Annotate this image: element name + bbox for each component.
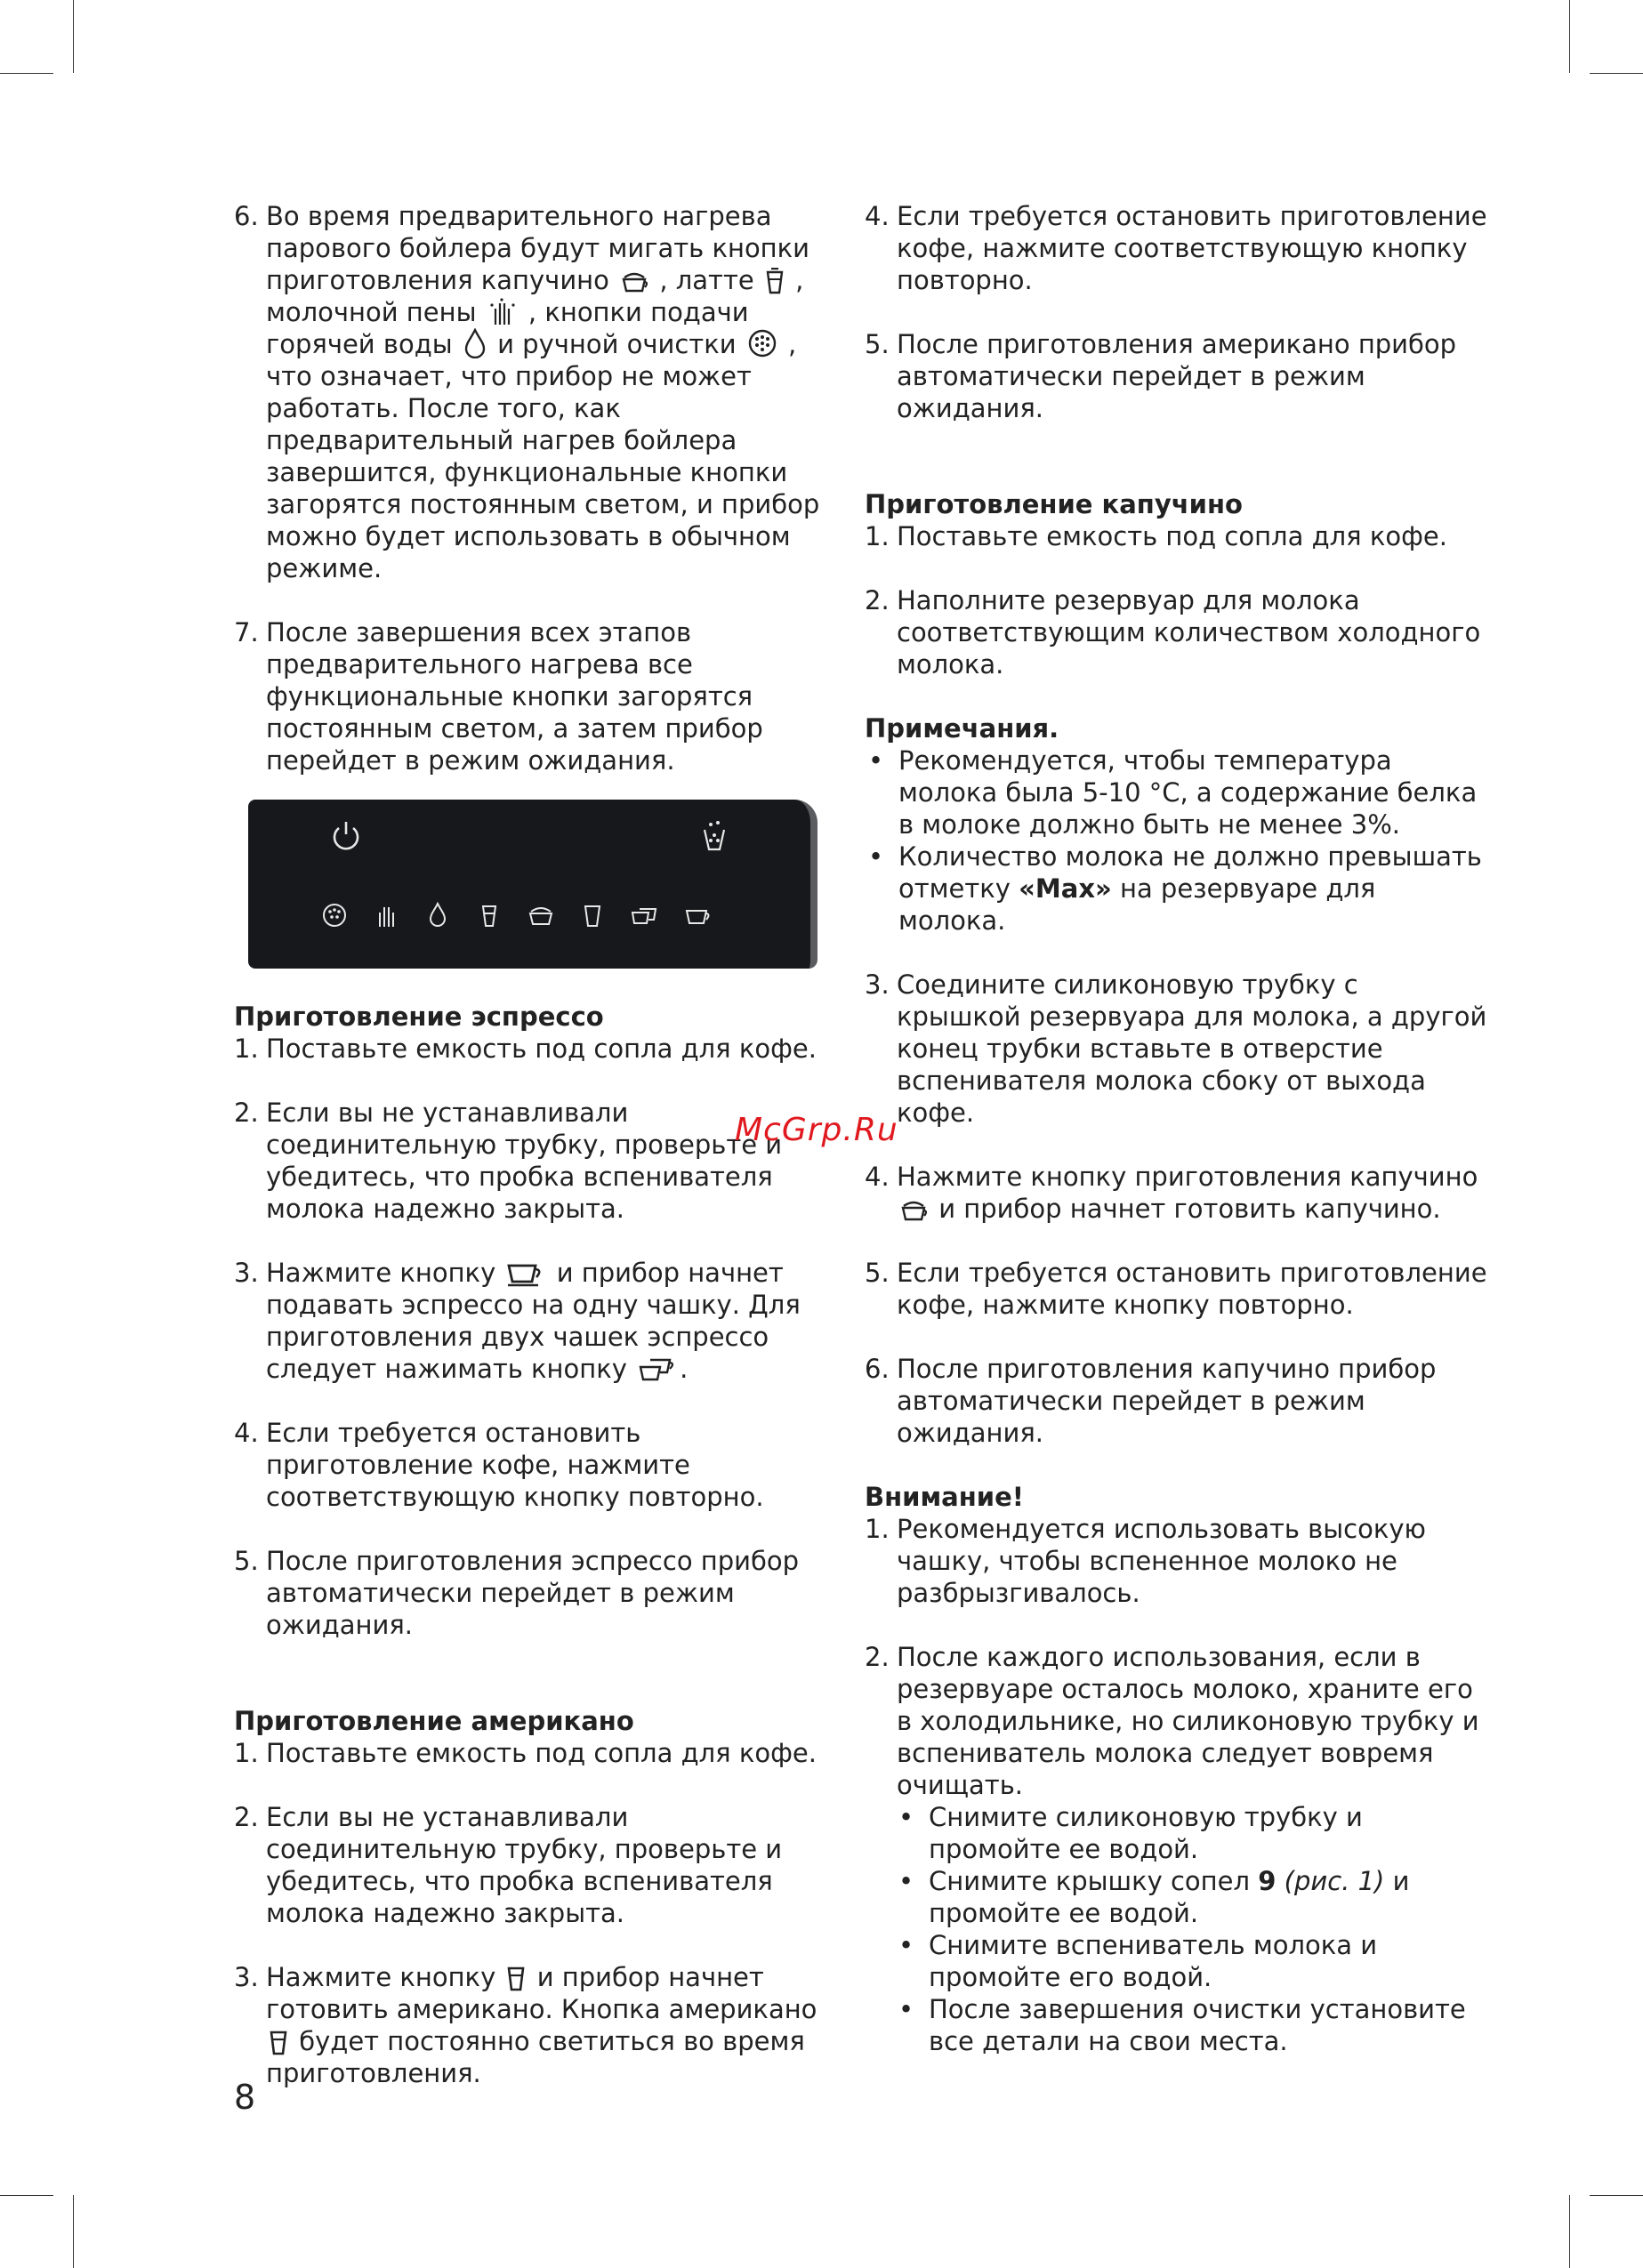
- text-part: и промойте ее водой.: [929, 1866, 1410, 1928]
- text-part: на резервуаре для молока.: [898, 873, 1376, 936]
- item-text: Снимите силиконовую трубку и промойте ее водой.: [929, 1802, 1363, 1864]
- item-number: 4.: [234, 1418, 259, 1448]
- americano-icon: [506, 1965, 526, 1991]
- americano-step-3: [234, 1961, 839, 2089]
- item-text: [266, 200, 839, 584]
- latte-icon: [476, 902, 503, 936]
- section-title-americano: Приготовление американо: [234, 1706, 634, 1736]
- cleaning-bullet: [895, 1865, 1487, 1929]
- figure-reference: (рис. 1): [1284, 1866, 1385, 1896]
- page-number: 8: [234, 2078, 256, 2117]
- item-text: Соедините силиконовую трубку с крышкой резервуара для молока, а другой конец трубки вставьте в отверстие вспенивателя молока сбоку от выхода кофе.: [897, 969, 1487, 1128]
- americano-step-1: [234, 1737, 839, 1769]
- text-part: Количество молока не должно превышать отметку: [898, 841, 1482, 904]
- milk-foam-icon: [487, 298, 518, 326]
- manual-clean-icon: [700, 819, 729, 858]
- cappuccino-step-2: [865, 584, 1487, 680]
- note-bullet: [865, 744, 1487, 840]
- item-text: Рекомендуется, чтобы температура молока была 5-10 °С, а содержание белка в молоке должно быть не менее 3%.: [898, 745, 1478, 840]
- item-number: 5.: [865, 1258, 890, 1288]
- americano-icon: [269, 2029, 288, 2055]
- item-number: 7.: [234, 617, 259, 647]
- crop-mark: [1569, 2195, 1570, 2268]
- bullet: •: [898, 1930, 914, 1960]
- item-number: 1.: [234, 1033, 259, 1064]
- item-number: 6.: [865, 1354, 890, 1384]
- item-number: 4.: [865, 1162, 890, 1192]
- item-text: После завершения всех этапов предварительного нагрева все функциональные кнопки загорятся постоянным светом, а затем прибор перейдет в режим ожидания.: [266, 617, 763, 776]
- text-part: будет постоянно светиться во время приготовления.: [266, 2026, 805, 2088]
- espresso-step-5: [234, 1545, 839, 1641]
- cappuccino-step-4: [865, 1161, 1487, 1225]
- manual-clean-icon: [747, 328, 777, 358]
- americano-step-4: [865, 200, 1487, 296]
- item-number: 5.: [865, 329, 890, 359]
- crop-mark: [73, 0, 74, 73]
- item-text: [898, 840, 1487, 937]
- hot-water-icon: [463, 328, 487, 358]
- item-text: После приготовления капучино прибор автоматически перейдет в режим ожидания.: [897, 1354, 1437, 1448]
- text-part: и прибор начнет готовить капучино.: [938, 1194, 1441, 1224]
- espresso-step-4: [234, 1417, 839, 1513]
- control-panel-image: [248, 800, 817, 969]
- item-text: Если требуется остановить приготовление кофе, нажмите соответствующую кнопку повторно.: [897, 201, 1487, 295]
- item-text: После приготовления американо прибор автоматически перейдет в режим ожидания.: [897, 329, 1457, 423]
- item-text: [266, 1961, 839, 2089]
- max-mark: «Max»: [1019, 873, 1112, 904]
- cappuccino-step-6: [865, 1353, 1487, 1449]
- text-part: Нажмите кнопку: [266, 1962, 496, 1992]
- power-icon: [330, 819, 362, 860]
- item-text: Поставьте емкость под сопла для кофе.: [897, 521, 1447, 551]
- text-part: , молочной пены: [266, 265, 804, 327]
- item-text: Снимите вспениватель молока и промойте его водой.: [929, 1930, 1378, 1992]
- bullet: •: [868, 745, 884, 776]
- item-number: 2.: [234, 1802, 259, 1832]
- text-part: Во время предварительного нагрева парового бойлера будут мигать кнопки приготовления капучино: [266, 201, 810, 295]
- item-text: Если требуется остановить приготовление кофе, нажмите кнопку повторно.: [897, 1258, 1487, 1320]
- espresso-step-3: [234, 1257, 839, 1385]
- warning-step-1: [865, 1513, 1487, 1609]
- bullet: •: [898, 1994, 914, 2024]
- section-title-cappuccino: Приготовление капучино: [865, 489, 1243, 519]
- crop-mark: [0, 73, 53, 74]
- latte-icon: [765, 268, 785, 294]
- text-part: и прибор начнет готовить американо. Кнопка американо: [266, 1962, 817, 2024]
- item-text: После завершения очистки установите все детали на свои места.: [929, 1994, 1466, 2056]
- text-part: Снимите крышку сопел: [929, 1866, 1251, 1896]
- preheat-step-6: [234, 200, 839, 584]
- preheat-step-7: [234, 616, 839, 776]
- item-text: [929, 1865, 1487, 1929]
- cappuccino-icon: [899, 1198, 928, 1223]
- item-text: Поставьте емкость под сопла для кофе.: [266, 1738, 817, 1768]
- item-number: 1.: [865, 521, 890, 551]
- right-column: [865, 200, 1487, 2057]
- item-number: 3.: [234, 1258, 259, 1288]
- item-text: Рекомендуется использовать высокую чашку, чтобы вспененное молоко не разбрызгивалось.: [897, 1514, 1426, 1608]
- text-part: , что означает, что прибор не может работать. После того, как предварительный нагрев бойлера завершится, функциональные кнопки загорятся постоянным светом, и прибор можно будет использовать в обычном режиме.: [266, 329, 820, 583]
- item-number: 6.: [234, 201, 259, 231]
- espresso-icon: [684, 902, 713, 936]
- warning-step-2: [865, 1641, 1487, 1801]
- item-number: 2.: [865, 1642, 890, 1672]
- item-text: Если вы не устанавливали соединительную трубку, проверьте и убедитесь, что пробка вспенивателя молока надежно закрыта.: [266, 1802, 783, 1928]
- notes-title: Примечания.: [865, 713, 1059, 744]
- item-number: 3.: [234, 1962, 259, 1992]
- text-part: Нажмите кнопку: [266, 1258, 496, 1288]
- item-number: 4.: [865, 201, 890, 231]
- text-part: и прибор начнет подавать эспрессо на одну чашку. Для приготовления двух чашек эспрессо следует нажимать кнопку: [266, 1258, 801, 1384]
- americano-step-2: [234, 1801, 839, 1929]
- section-title-espresso: Приготовление эспрессо: [234, 1001, 604, 1032]
- text-part: и ручной очистки: [497, 329, 737, 359]
- crop-mark: [1590, 2195, 1643, 2196]
- cleaning-bullet: [895, 1801, 1487, 1865]
- crop-mark: [1590, 73, 1643, 74]
- double-espresso-icon: [631, 902, 659, 936]
- text-part: Нажмите кнопку приготовления капучино: [897, 1162, 1478, 1192]
- item-number: 2.: [234, 1098, 259, 1128]
- panel-button-row: [321, 902, 713, 936]
- cappuccino-step-5: [865, 1257, 1487, 1321]
- crop-mark: [0, 2195, 53, 2196]
- item-text: Наполните резервуар для молока соответствующим количеством холодного молока.: [897, 585, 1481, 680]
- warning-title: Внимание!: [865, 1482, 1024, 1512]
- item-number: 2.: [865, 585, 890, 615]
- text-part: , латте: [659, 265, 754, 295]
- item-text: [897, 1161, 1487, 1225]
- espresso-step-1: [234, 1033, 839, 1065]
- text-part: , кнопки подачи горячей воды: [266, 297, 749, 359]
- part-number: 9: [1258, 1866, 1277, 1896]
- cappuccino-icon: [528, 902, 554, 936]
- item-number: 3.: [865, 969, 890, 1000]
- bullet: •: [898, 1866, 914, 1896]
- cleaning-bullet: [895, 1929, 1487, 1993]
- crop-mark: [1569, 0, 1570, 73]
- bullet: •: [868, 841, 884, 872]
- item-number: 1.: [865, 1514, 890, 1544]
- manual-clean-icon: [321, 902, 348, 936]
- watermark: McGrp.Ru: [735, 1112, 898, 1148]
- cleaning-bullet: [895, 1993, 1487, 2057]
- note-bullet: [865, 840, 1487, 937]
- item-text: Поставьте емкость под сопла для кофе.: [266, 1033, 817, 1064]
- item-text: После каждого использования, если в резервуаре осталось молоко, храните его в холодильнике, но силиконовую трубку и вспениватель молока следует вовремя очищать.: [897, 1642, 1479, 1800]
- item-number: 5.: [234, 1546, 259, 1576]
- hot-water-icon: [424, 902, 451, 936]
- double-espresso-icon: [638, 1356, 677, 1383]
- cappuccino-icon: [620, 269, 648, 294]
- item-text: Если вы не устанавливали соединительную трубку, проверьте и убедитесь, что пробка вспенивателя молока надежно закрыта.: [266, 1098, 783, 1224]
- item-text: [266, 1257, 839, 1385]
- cappuccino-step-1: [865, 520, 1487, 552]
- bullet: •: [898, 1802, 914, 1832]
- milk-foam-icon: [373, 902, 399, 936]
- americano-icon: [579, 902, 606, 936]
- crop-mark: [73, 2195, 74, 2268]
- item-number: 1.: [234, 1738, 259, 1768]
- text-part: .: [680, 1354, 689, 1384]
- item-text: После приготовления эспрессо прибор автоматически перейдет в режим ожидания.: [266, 1546, 800, 1640]
- cappuccino-step-3: [865, 969, 1487, 1129]
- espresso-icon: [506, 1262, 545, 1287]
- item-text: Если требуется остановить приготовление кофе, нажмите соответствующую кнопку повторно.: [266, 1418, 764, 1512]
- americano-step-5: [865, 328, 1487, 424]
